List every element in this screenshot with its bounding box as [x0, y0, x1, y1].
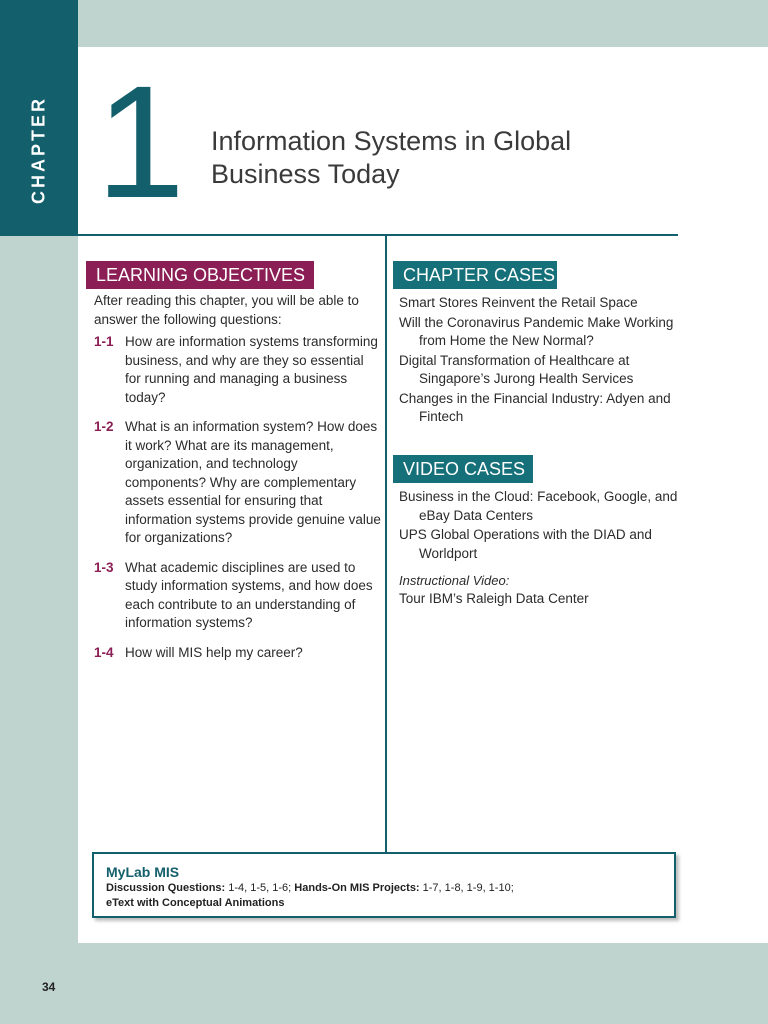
- chapter-case-item: Digital Transformation of Healthcare at Singapore’s Jurong Health Services: [399, 352, 634, 386]
- chapter-case-item: Will the Coronavirus Pandemic Make Working from Home the New Normal?: [399, 314, 674, 348]
- header-divider: [78, 234, 678, 236]
- video-case-item: UPS Global Operations with the DIAD and Worldport: [399, 527, 652, 561]
- discussion-questions-value: 1-4, 1-5, 1-6;: [225, 882, 295, 894]
- learning-objectives-list: [94, 333, 382, 673]
- objective-number: 1-1: [94, 334, 114, 349]
- mylab-etext: [106, 896, 662, 911]
- objective-item: [94, 333, 382, 407]
- chapter-cases-list: [399, 294, 699, 428]
- objective-item: [94, 644, 382, 663]
- mylab-title: MyLab MIS: [106, 864, 180, 880]
- objective-text: What academic disciplines are used to study information systems, and how does each contribute to an understanding of information systems?: [125, 559, 373, 630]
- page-number: 34: [42, 980, 56, 994]
- objective-text: How will MIS help my career?: [125, 644, 303, 660]
- chapter-case-item: Smart Stores Reinvent the Retail Space: [399, 295, 638, 310]
- mylab-box: [92, 852, 676, 918]
- chapter-cases-heading: CHAPTER CASES: [393, 261, 557, 289]
- objective-number: 1-4: [94, 644, 114, 660]
- objective-text: What is an information system? How does it work? What are its management, organization, and technology components? Why are complementary assets essential for ensuring that information systems provide genuine value for organizations?: [125, 419, 381, 545]
- hands-on-projects-value: 1-7, 1-8, 1-9, 1-10;: [419, 882, 514, 894]
- video-case-item: Business in the Cloud: Facebook, Google, and eBay Data Centers: [399, 489, 678, 523]
- hands-on-projects-label: Hands-On MIS Projects:: [294, 882, 420, 894]
- objective-text: How are information systems transforming business, and why are they so essential for running and managing a business today?: [125, 334, 378, 405]
- video-cases-heading: VIDEO CASES: [393, 455, 533, 483]
- etext-label: eText with Conceptual Animations: [106, 897, 285, 909]
- mylab-assignments: [106, 881, 662, 896]
- instructional-video-item: Tour IBM’s Raleigh Data Center: [399, 591, 589, 606]
- chapter-case-item: Changes in the Financial Industry: Adyen and Fintech: [399, 390, 671, 424]
- learning-objectives-intro: After reading this chapter, you will be able to answer the following questions:: [94, 293, 359, 327]
- chapter-tab: [0, 0, 78, 236]
- chapter-label: CHAPTER: [28, 95, 49, 205]
- header-tab-slope: [268, 47, 299, 78]
- chapter-number: 1: [96, 52, 181, 231]
- instructional-video-label: Instructional Video:: [399, 573, 510, 588]
- objective-item: [94, 418, 382, 548]
- objective-item: [94, 559, 382, 633]
- learning-objectives-heading: LEARNING OBJECTIVES: [86, 261, 314, 289]
- chapter-title: Information Systems in Global Business Today: [211, 126, 572, 189]
- video-cases-list: [399, 488, 699, 564]
- discussion-questions-label: Discussion Questions:: [106, 882, 226, 894]
- objective-number: 1-2: [94, 419, 114, 434]
- objective-number: 1-3: [94, 559, 114, 575]
- column-divider: [385, 236, 387, 852]
